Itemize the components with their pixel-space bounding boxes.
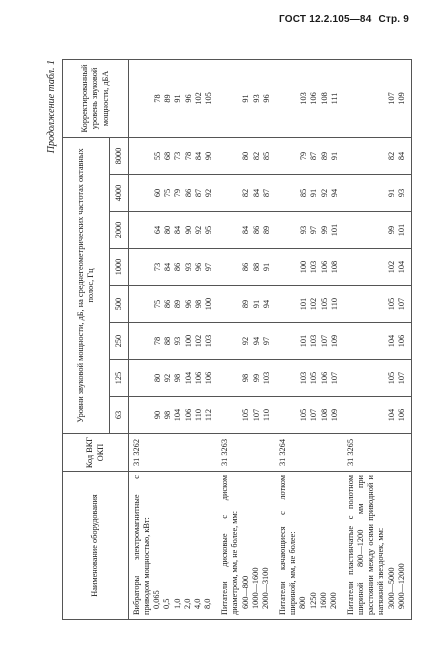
- level-value: 107: [251, 408, 261, 422]
- table-row: [217, 59, 275, 619]
- level-value: 105: [241, 408, 251, 422]
- level-cell: [275, 175, 343, 212]
- corrected-level-cell: [217, 59, 275, 137]
- level-value: 104: [173, 408, 183, 422]
- col-header-freq: 2000: [110, 212, 129, 249]
- level-value: 107: [329, 371, 339, 385]
- level-value: 95: [203, 225, 213, 235]
- corrected-value: 109: [397, 92, 407, 105]
- level-value: 103: [299, 371, 309, 385]
- page-number: Стр. 9: [378, 14, 409, 25]
- level-value: 101: [299, 297, 309, 311]
- level-value: 91: [309, 188, 319, 198]
- level-values: [130, 176, 214, 210]
- level-cell: [275, 249, 343, 286]
- level-values: [130, 139, 214, 173]
- level-cell: [275, 397, 343, 434]
- level-value: 92: [163, 373, 173, 383]
- level-cell: [129, 360, 218, 397]
- level-values: [276, 213, 340, 247]
- level-value: 86: [163, 299, 173, 309]
- level-values: [344, 213, 407, 247]
- level-values: [218, 324, 272, 358]
- level-cell: [343, 137, 411, 174]
- col-header-levels: Уровни звуковой мощности, дБ, на среднегеометрических частотах октавных полос, Гц: [63, 137, 110, 433]
- level-cell: [217, 360, 275, 397]
- equipment-size-label: 600—800: [240, 575, 250, 609]
- level-value: 106: [319, 260, 329, 274]
- level-values: [344, 139, 407, 173]
- level-value: 88: [251, 262, 261, 272]
- corrected-value: 102: [193, 92, 203, 105]
- level-value: 78: [153, 336, 162, 346]
- level-values: [130, 398, 214, 432]
- level-value: 100: [299, 260, 309, 274]
- equipment-cell: [275, 472, 343, 620]
- level-value: 60: [153, 188, 162, 198]
- level-value: 94: [251, 336, 261, 346]
- table-continuation-label: Продолжение табл. 1: [46, 60, 57, 154]
- rotated-page-content: [40, 60, 407, 620]
- equipment-size-label: 0,5: [162, 598, 172, 609]
- equipment-cell: [129, 472, 218, 620]
- level-value: 90: [153, 410, 162, 420]
- level-cell: [129, 323, 218, 360]
- level-value: 86: [173, 262, 183, 272]
- col-header-freq: 1000: [110, 249, 129, 286]
- level-value: 112: [203, 408, 213, 422]
- corrected-value: 91: [173, 94, 183, 103]
- level-value: 90: [183, 225, 193, 235]
- equipment-size-label: 2000—3100: [260, 567, 270, 609]
- level-value: 84: [193, 151, 203, 161]
- okp-code-cell: 31 3262: [129, 434, 218, 472]
- level-value: 82: [241, 188, 251, 198]
- level-value: 105: [387, 371, 397, 385]
- equipment-size-label: 2,0: [182, 598, 192, 609]
- equipment-size-label: 1,0: [172, 598, 182, 609]
- level-values: [344, 250, 407, 284]
- level-cell: [217, 323, 275, 360]
- level-value: 97: [203, 262, 213, 272]
- level-cell: [217, 175, 275, 212]
- level-value: 104: [397, 260, 407, 274]
- level-value: 104: [387, 408, 397, 422]
- level-value: 64: [153, 225, 162, 235]
- level-value: 82: [387, 151, 397, 161]
- level-value: 106: [183, 408, 193, 422]
- level-value: 90: [203, 151, 213, 161]
- col-header-freq: 250: [110, 323, 129, 360]
- level-values: [276, 361, 340, 395]
- level-values: [218, 213, 272, 247]
- level-values: [344, 361, 407, 395]
- level-value: 92: [203, 188, 213, 198]
- level-cell: [129, 137, 218, 174]
- level-value: 105: [299, 408, 309, 422]
- level-value: 84: [241, 225, 251, 235]
- corrected-level-cell: [343, 59, 411, 137]
- noise-levels-table: [62, 59, 412, 620]
- level-value: 98: [241, 373, 251, 383]
- level-value: 96: [183, 299, 193, 309]
- level-value: 99: [319, 225, 329, 235]
- level-cell: [275, 360, 343, 397]
- level-value: 103: [309, 260, 319, 274]
- equipment-size-label: 1250: [308, 592, 318, 609]
- okp-code-cell: 31 3264: [275, 434, 343, 472]
- col-header-freq: 125: [110, 360, 129, 397]
- level-values: [276, 139, 340, 173]
- level-value: 98: [173, 373, 183, 383]
- level-value: 107: [397, 297, 407, 311]
- table-row: [129, 59, 218, 619]
- level-values: [130, 361, 214, 395]
- okp-code-cell: 31 3265: [343, 434, 411, 472]
- level-values: [218, 139, 272, 173]
- level-value: 55: [153, 151, 162, 161]
- level-value: 82: [251, 151, 261, 161]
- level-value: 110: [193, 408, 203, 422]
- level-value: 101: [397, 223, 407, 237]
- level-value: 93: [173, 336, 183, 346]
- level-value: 79: [173, 188, 183, 198]
- corrected-values: [130, 61, 214, 136]
- level-value: 102: [309, 297, 319, 311]
- col-header-corrected: Корректированный уровень звуковой мощности, дБА: [63, 59, 129, 137]
- level-value: 106: [193, 371, 203, 385]
- level-value: 93: [299, 225, 309, 235]
- level-values: [130, 250, 214, 284]
- level-value: 91: [387, 188, 397, 198]
- level-value: 94: [261, 299, 271, 309]
- level-value: 91: [251, 299, 261, 309]
- level-value: 79: [299, 151, 309, 161]
- level-value: 109: [329, 334, 339, 348]
- level-value: 89: [241, 299, 251, 309]
- level-values: [218, 361, 272, 395]
- level-value: 105: [319, 297, 329, 311]
- level-values: [344, 398, 407, 432]
- table-row: [343, 59, 411, 619]
- level-value: 92: [193, 225, 203, 235]
- table-body: [129, 59, 412, 619]
- level-value: 89: [261, 225, 271, 235]
- level-value: 105: [387, 297, 397, 311]
- level-value: 73: [173, 151, 183, 161]
- level-value: 103: [203, 334, 213, 348]
- level-cell: [275, 286, 343, 323]
- level-value: 85: [261, 151, 271, 161]
- level-values: [130, 287, 214, 321]
- page-header: [275, 14, 409, 25]
- level-value: 106: [319, 371, 329, 385]
- level-value: 68: [163, 151, 173, 161]
- level-value: 103: [261, 371, 271, 385]
- level-cell: [343, 175, 411, 212]
- level-value: 84: [397, 151, 407, 161]
- level-cell: [343, 360, 411, 397]
- level-value: 108: [329, 260, 339, 274]
- level-cell: [129, 286, 218, 323]
- corrected-values: [218, 61, 272, 136]
- level-value: 92: [241, 336, 251, 346]
- level-value: 91: [261, 262, 271, 272]
- level-cell: [217, 397, 275, 434]
- corrected-value: 96: [261, 94, 271, 103]
- equipment-size-label: 1600: [318, 592, 328, 609]
- level-cell: [217, 249, 275, 286]
- level-value: 102: [193, 334, 203, 348]
- level-value: 87: [309, 151, 319, 161]
- level-values: [218, 176, 272, 210]
- col-header-freq: 8000: [110, 137, 129, 174]
- level-value: 110: [329, 297, 339, 311]
- level-value: 99: [387, 225, 397, 235]
- level-value: 103: [309, 334, 319, 348]
- level-value: 78: [183, 151, 193, 161]
- level-value: 85: [299, 188, 309, 198]
- level-value: 89: [173, 299, 183, 309]
- level-value: 97: [261, 336, 271, 346]
- corrected-value: 103: [299, 92, 309, 105]
- level-cell: [217, 286, 275, 323]
- level-value: 110: [261, 408, 271, 422]
- level-value: 87: [193, 188, 203, 198]
- level-value: 86: [183, 188, 193, 198]
- corrected-values: [344, 61, 407, 136]
- equipment-group-title: Питатели качающиеся с лотком шириной, мм, не более:: [278, 475, 298, 615]
- level-values: [276, 398, 340, 432]
- level-value: 87: [261, 188, 271, 198]
- corrected-level-cell: [275, 59, 343, 137]
- level-values: [218, 250, 272, 284]
- level-value: 101: [329, 223, 339, 237]
- equipment-group-title: Питатели пластинчатые с полотном шириной 800—1200 мм при расстоянии между осями приводной и натяжной звездочек, мм:: [346, 475, 386, 615]
- level-value: 84: [173, 225, 183, 235]
- equipment-size-label: 800: [298, 596, 308, 609]
- level-value: 86: [251, 225, 261, 235]
- level-values: [218, 287, 272, 321]
- level-values: [130, 324, 214, 358]
- level-value: 100: [203, 297, 213, 311]
- level-cell: [343, 323, 411, 360]
- corrected-value: 106: [309, 92, 319, 105]
- level-value: 80: [163, 225, 173, 235]
- level-value: 80: [153, 373, 162, 383]
- level-value: 94: [329, 188, 339, 198]
- table-row: [275, 59, 343, 619]
- corrected-value: 107: [387, 92, 397, 105]
- level-cell: [343, 212, 411, 249]
- level-value: 107: [309, 408, 319, 422]
- level-value: 73: [153, 262, 162, 272]
- level-values: [276, 324, 340, 358]
- level-value: 80: [241, 151, 251, 161]
- level-value: 75: [153, 299, 162, 309]
- level-value: 97: [309, 225, 319, 235]
- level-value: 105: [309, 371, 319, 385]
- level-value: 89: [319, 151, 329, 161]
- level-value: 106: [397, 408, 407, 422]
- col-header-equipment: Наименование оборудования: [63, 472, 129, 620]
- level-value: 98: [163, 410, 173, 420]
- level-value: 107: [397, 371, 407, 385]
- level-cell: [129, 175, 218, 212]
- corrected-value: 96: [183, 94, 193, 103]
- level-cell: [129, 249, 218, 286]
- level-values: [218, 398, 272, 432]
- level-values: [344, 176, 407, 210]
- equipment-size-label: 0,065: [152, 590, 162, 609]
- level-cell: [217, 137, 275, 174]
- level-cell: [343, 286, 411, 323]
- level-value: 100: [183, 334, 193, 348]
- equipment-size-label: 9000—12000: [396, 563, 406, 609]
- level-value: 104: [387, 334, 397, 348]
- level-cell: [343, 397, 411, 434]
- equipment-size-label: 4,0: [192, 598, 202, 609]
- level-cell: [275, 323, 343, 360]
- level-value: 98: [193, 299, 203, 309]
- col-header-freq: 500: [110, 286, 129, 323]
- level-cell: [275, 137, 343, 174]
- corrected-value: 78: [153, 94, 162, 103]
- equipment-group-title: Питатели дисковые с диском диаметром, мм, не более, мм:: [220, 475, 240, 615]
- level-value: 75: [163, 188, 173, 198]
- corrected-value: 93: [251, 94, 261, 103]
- level-value: 101: [299, 334, 309, 348]
- level-value: 93: [397, 188, 407, 198]
- level-values: [276, 176, 340, 210]
- level-value: 93: [183, 262, 193, 272]
- equipment-size-label: 2000: [328, 592, 338, 609]
- corrected-value: 91: [241, 94, 251, 103]
- equipment-group-title: Вибраторы электромагнитные с приводом мощностью, кВт:: [132, 475, 152, 615]
- level-value: 104: [183, 371, 193, 385]
- corrected-value: 105: [203, 92, 213, 105]
- corrected-level-cell: [129, 59, 218, 137]
- level-value: 99: [251, 373, 261, 383]
- corrected-value: 111: [329, 92, 339, 105]
- level-cell: [217, 212, 275, 249]
- level-value: 96: [193, 262, 203, 272]
- level-value: 109: [329, 408, 339, 422]
- equipment-cell: [217, 472, 275, 620]
- level-cell: [343, 249, 411, 286]
- level-value: 92: [319, 188, 329, 198]
- level-values: [276, 287, 340, 321]
- level-values: [344, 324, 407, 358]
- equipment-cell: [343, 472, 411, 620]
- equipment-size-label: 3000—5000: [386, 567, 396, 609]
- level-value: 86: [241, 262, 251, 272]
- level-value: 106: [397, 334, 407, 348]
- level-value: 84: [251, 188, 261, 198]
- col-header-freq: 63: [110, 397, 129, 434]
- level-cell: [129, 397, 218, 434]
- level-cell: [129, 212, 218, 249]
- level-value: 106: [203, 371, 213, 385]
- standard-number: ГОСТ 12.2.105—84: [279, 14, 372, 25]
- equipment-size-label: 1000—1600: [250, 567, 260, 609]
- level-value: 108: [319, 408, 329, 422]
- equipment-size-label: 8,0: [203, 598, 213, 609]
- level-value: 102: [387, 260, 397, 274]
- level-values: [130, 213, 214, 247]
- level-value: 88: [163, 336, 173, 346]
- level-value: 91: [329, 151, 339, 161]
- col-header-code: Код ВКГ ОКП: [63, 434, 129, 472]
- corrected-value: 89: [163, 94, 173, 103]
- col-header-freq: 4000: [110, 175, 129, 212]
- level-values: [344, 287, 407, 321]
- level-cell: [275, 212, 343, 249]
- corrected-values: [276, 61, 340, 136]
- level-value: 107: [319, 334, 329, 348]
- level-value: 84: [163, 262, 173, 272]
- okp-code-cell: 31 3263: [217, 434, 275, 472]
- corrected-value: 108: [319, 92, 329, 105]
- level-values: [276, 250, 340, 284]
